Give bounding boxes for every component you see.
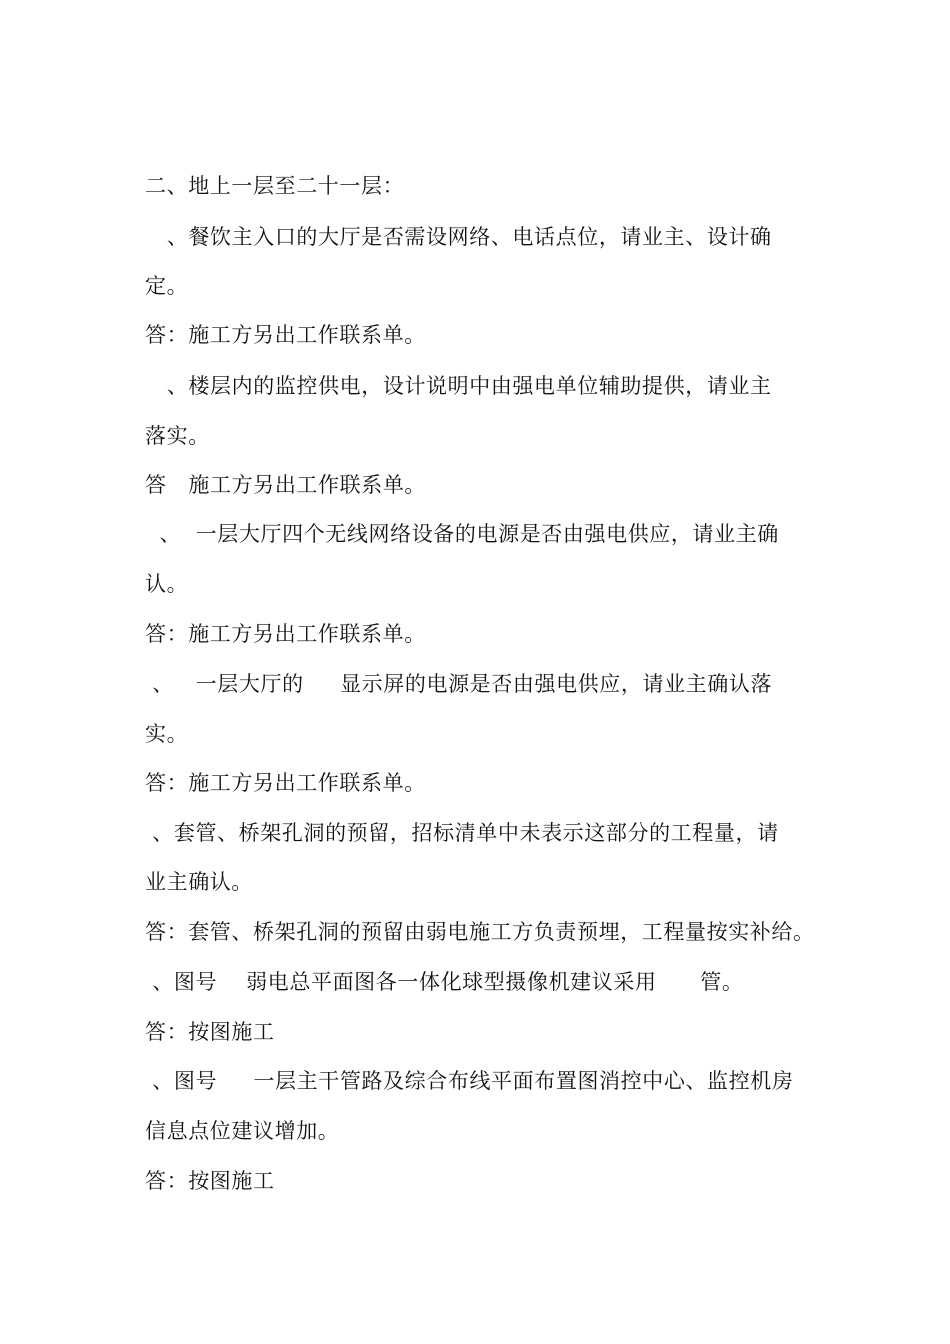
answer-5: 答：套管、桥架孔洞的预留由弱电施工方负责预埋，工程量按实补给。 [145,920,815,944]
question-3-line-2: 认。 [145,572,189,596]
question-6-line-1: 、图号 弱电总平面图各一体化球型摄像机建议采用 管。 [145,970,744,994]
answer-2: 答 施工方另出工作联系单。 [145,473,427,497]
question-5-line-2: 业主确认。 [145,870,253,894]
question-2-line-2: 落实。 [145,424,210,448]
answer-3: 答：施工方另出工作联系单。 [145,622,426,646]
answer-6: 答：按图施工 [145,1020,275,1044]
question-1-line-2: 定。 [145,274,189,298]
answer-7: 答：按图施工 [145,1169,275,1193]
question-7-line-2: 信息点位建议增加。 [145,1119,340,1143]
answer-1: 答：施工方另出工作联系单。 [145,323,426,347]
section-title: 二、地上一层至二十一层： [145,174,405,198]
question-4-line-1: 、 一层大厅的 显示屏的电源是否由强电供应，请业主确认落 [145,672,773,696]
answer-4: 答：施工方另出工作联系单。 [145,771,426,795]
question-7-line-1: 、图号 一层主干管路及综合布线平面布置图消控中心、监控机房 [145,1069,794,1093]
question-4-line-2: 实。 [145,722,189,746]
question-5-line-1: 、套管、桥架孔洞的预留，招标清单中未表示这部分的工程量，请 [145,821,779,845]
question-1-line-1: 、餐饮主入口的大厅是否需设网络、电话点位，请业主、设计确 [145,225,772,249]
question-3-line-1: 、 一层大厅四个无线网络设备的电源是否由强电供应，请业主确 [145,522,779,546]
question-2-line-1: 、楼层内的监控供电，设计说明中由强电单位辅助提供，请业主 [145,374,772,398]
